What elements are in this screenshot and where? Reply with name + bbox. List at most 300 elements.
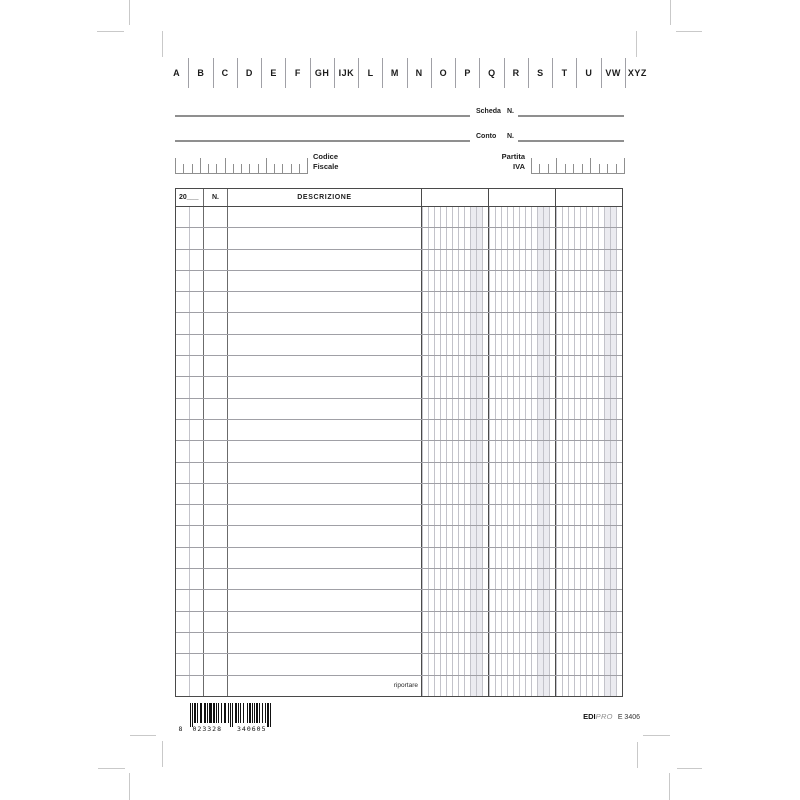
codice-fiscale-label [313,152,338,171]
codice-fiscale-comb [175,158,308,174]
table-row [176,291,622,312]
cell-year [176,228,203,248]
cell-number [203,292,227,312]
partita-iva-label-line1: Partita [501,152,525,161]
cell-amount [488,590,555,610]
barcode-bar [204,703,206,723]
barcode-digit-group: 340605 [237,725,267,733]
table-row [176,312,622,333]
barcode-bar [254,703,255,723]
cell-year [176,654,203,674]
comb-cell [175,158,183,173]
year-divider [176,505,190,525]
alphabet-letter: D [245,68,253,78]
alphabet-letter: VW [605,68,621,78]
comb-cell [233,164,241,173]
table-row [176,249,622,270]
alphabet-letter: U [585,68,593,78]
cell-amount [488,399,555,419]
crop-mark [162,741,163,767]
cell-amount [421,335,488,355]
cell-amount [488,441,555,461]
barcode-bar [256,703,258,723]
alphabet-tab [601,58,625,88]
cell-amount [488,250,555,270]
cell-amount [488,633,555,653]
cell-amount [421,633,488,653]
cell-amount [555,207,622,227]
cell-amount [488,463,555,483]
cell-amount [421,569,488,589]
cell-amount [555,292,622,312]
year-divider [176,420,190,440]
barcode-bar [207,703,208,723]
barcode-bar [190,703,191,727]
cell-description [227,250,421,270]
cell-description [227,441,421,461]
conto-write-line [175,140,470,142]
cell-description [227,271,421,291]
cell-amount [555,420,622,440]
year-divider [176,356,190,376]
cell-description [227,654,421,674]
alphabet-letter: Q [488,68,496,78]
alphabet-tab [334,58,358,88]
alphabet-tab [625,58,649,88]
cell-amount [488,612,555,632]
year-divider [176,590,190,610]
cell-amount [488,335,555,355]
cell-description [227,463,421,483]
alphabet-letter: N [415,68,423,78]
alphabet-letter: B [197,68,205,78]
cell-number [203,271,227,291]
col-header-amount-3 [555,189,622,206]
comb-cell [258,164,266,173]
alphabet-letter: P [464,68,471,78]
year-divider [176,676,190,696]
cell-amount [421,590,488,610]
comb-cell [249,164,257,173]
cell-number [203,463,227,483]
comb-cell [531,158,539,173]
crop-mark [643,735,670,736]
cell-amount [421,676,488,696]
conto-number-label: N. [507,133,514,140]
cell-number [203,654,227,674]
cell-number [203,676,227,696]
year-divider [176,228,190,248]
table-row [176,419,622,440]
barcode-bar [265,703,266,723]
barcode-bar [221,703,222,723]
alphabet-letter: L [367,68,374,78]
barcode-bar [224,703,226,723]
year-divider [176,633,190,653]
cell-year [176,569,203,589]
cell-amount [555,228,622,248]
cell-year [176,271,203,291]
barcode-bar [267,703,268,727]
cell-year [176,463,203,483]
crop-mark [670,0,671,25]
cell-amount [555,313,622,333]
barcode-bar [197,703,198,723]
cell-amount [555,548,622,568]
table-row [176,675,622,696]
cell-year [176,250,203,270]
table-row [176,568,622,589]
barcode-bar [200,703,201,723]
comb-cell [548,164,556,173]
cell-amount [555,569,622,589]
cell-description [227,548,421,568]
codice-fiscale-label-line2: Fiscale [313,161,339,171]
alphabet-letter: T [561,68,568,78]
year-divider [176,377,190,397]
cell-description [227,633,421,653]
barcode-digit-group: 023328 [192,725,222,733]
cell-year [176,313,203,333]
comb-cell [590,158,598,173]
barcode-bar [228,703,229,723]
comb-cell [299,164,307,173]
barcode-bar [194,703,196,723]
barcode-bar [192,703,193,727]
alphabet-tab [188,58,212,88]
cell-amount [421,526,488,546]
table-row [176,653,622,674]
table-row [176,547,622,568]
cell-year [176,590,203,610]
table-row [176,398,622,419]
cell-amount [421,654,488,674]
cell-amount [488,207,555,227]
year-divider [176,335,190,355]
barcode-bar [232,703,233,727]
cell-number [203,420,227,440]
brand-name-light: PRO [595,712,613,721]
cell-amount [555,356,622,376]
cell-amount [555,399,622,419]
cell-amount [421,505,488,525]
cell-amount [421,377,488,397]
cell-description [227,228,421,248]
cell-amount [421,420,488,440]
comb-cell [183,164,191,173]
cell-amount [421,292,488,312]
ledger-table [175,188,623,697]
cell-number [203,377,227,397]
table-row [176,525,622,546]
cell-description [227,377,421,397]
comb-cell [607,164,615,173]
comb-cell [266,158,274,173]
alphabet-letter: C [221,68,229,78]
cell-amount [555,654,622,674]
cell-amount [555,463,622,483]
cell-amount [488,676,555,696]
cell-amount [488,420,555,440]
cell-amount [555,505,622,525]
cell-number [203,633,227,653]
cell-number [203,505,227,525]
alphabet-tab [382,58,406,88]
comb-cell [616,164,624,173]
table-row [176,462,622,483]
cell-number [203,548,227,568]
cell-description [227,356,421,376]
alphabet-tab [455,58,479,88]
col-header-number: N. [203,189,227,206]
comb-cell [192,164,200,173]
cell-year [176,399,203,419]
cell-description [227,292,421,312]
cell-amount [488,313,555,333]
barcode-bar [259,703,260,723]
alphabet-tab [165,58,188,88]
alphabet-tab [528,58,552,88]
cell-amount [421,612,488,632]
table-row [176,632,622,653]
barcode-bar [243,703,244,723]
cell-amount [488,548,555,568]
table-row [176,207,622,227]
cell-description [227,612,421,632]
comb-cell [599,164,607,173]
cell-number [203,207,227,227]
alphabet-letter: O [439,68,448,78]
year-divider [176,463,190,483]
cell-amount [421,356,488,376]
riportare-label: riportare [393,682,418,690]
cell-year [176,356,203,376]
table-row [176,355,622,376]
comb-cell [241,164,249,173]
cell-year [176,335,203,355]
cell-amount [421,463,488,483]
codice-fiscale-label-line1: Codice [313,152,339,161]
comb-cell [274,164,282,173]
comb-cell [200,158,208,173]
scheda-number-line [518,115,624,117]
barcode-bar [230,703,231,727]
cell-amount [488,271,555,291]
table-row [176,483,622,504]
cell-amount [555,377,622,397]
comb-cell [539,164,547,173]
barcode-bar [249,703,251,723]
alphabet-tab [431,58,455,88]
barcode-bars [190,703,274,727]
cell-year [176,441,203,461]
alphabet-letter: F [294,68,301,78]
cell-number [203,228,227,248]
scheda-write-line [175,115,470,117]
cell-amount [421,484,488,504]
comb-end-tick [624,158,625,173]
conto-number-line [518,140,624,142]
cell-amount [555,676,622,696]
comb-cell [556,158,564,173]
cell-amount [555,484,622,504]
crop-mark [636,31,637,57]
cell-number [203,569,227,589]
year-divider [176,526,190,546]
crop-mark [669,773,670,800]
table-row [176,227,622,248]
cell-description [227,335,421,355]
year-divider [176,313,190,333]
cell-amount [488,228,555,248]
cell-amount [555,526,622,546]
partita-iva-label [460,152,525,171]
cell-amount [421,207,488,227]
ledger-body [176,207,622,696]
alphabet-tab [358,58,382,88]
crop-mark [676,31,702,32]
year-divider [176,569,190,589]
comb-cell [291,164,299,173]
comb-cell [565,164,573,173]
cell-year [176,377,203,397]
cell-number [203,484,227,504]
cell-amount [488,505,555,525]
cell-amount [421,441,488,461]
cell-number [203,590,227,610]
comb-end-tick [307,158,308,173]
cell-amount [421,271,488,291]
cell-year [176,484,203,504]
cell-amount [421,313,488,333]
comb-cell [225,158,233,173]
year-divider [176,271,190,291]
col-header-year: 20___ [179,194,199,201]
table-header-row [176,189,622,207]
alphabet-tab [237,58,261,88]
alphabet-index [165,58,649,88]
alphabet-tab [576,58,600,88]
table-row [176,376,622,397]
cell-number [203,441,227,461]
col-header-amount-1 [421,189,488,206]
year-divider [176,484,190,504]
barcode-bar [213,703,215,723]
barcode-digit-group: 8 [178,725,184,733]
barcode-bar [247,703,248,723]
cell-number [203,526,227,546]
partita-iva-label-line2: IVA [513,161,525,171]
alphabet-tab [285,58,309,88]
crop-mark [130,735,156,736]
alphabet-tab [310,58,334,88]
year-divider [176,654,190,674]
table-row [176,440,622,461]
year-divider [176,207,190,227]
cell-description [227,526,421,546]
barcode-bar [218,703,219,723]
cell-amount [488,377,555,397]
table-row [176,611,622,632]
cell-amount [555,633,622,653]
crop-mark [677,768,702,769]
alphabet-tab [213,58,237,88]
cell-description [227,676,421,696]
alphabet-letter: S [537,68,544,78]
scheda-label: Scheda [476,108,501,115]
barcode-bar [209,703,212,723]
col-header-amount-2 [488,189,555,206]
cell-year [176,505,203,525]
barcode [178,703,274,733]
year-divider [176,441,190,461]
crop-mark [637,742,638,768]
alphabet-letter: IJK [338,68,355,78]
scheda-number-label: N. [507,108,514,115]
cell-amount [555,612,622,632]
cell-description [227,505,421,525]
barcode-bar [240,703,241,723]
cell-year [176,633,203,653]
table-row [176,334,622,355]
table-row [176,589,622,610]
cell-year [176,420,203,440]
cell-amount [488,526,555,546]
barcode-bar [238,703,239,723]
alphabet-letter: A [173,68,181,78]
conto-label: Conto [476,133,497,140]
crop-mark [162,31,163,57]
cell-number [203,335,227,355]
barcode-bar [270,703,271,727]
crop-mark [97,31,124,32]
alphabet-tab [261,58,285,88]
cell-amount [488,356,555,376]
cell-year [176,612,203,632]
crop-mark [129,773,130,800]
barcode-number [178,725,274,733]
alphabet-tab [552,58,576,88]
cell-amount [555,335,622,355]
comb-cell [573,164,581,173]
cell-amount [555,441,622,461]
cell-description [227,313,421,333]
col-header-description: DESCRIZIONE [227,189,421,206]
cell-number [203,356,227,376]
alphabet-letter: R [512,68,520,78]
comb-cell [282,164,290,173]
cell-amount [555,250,622,270]
comb-cell [208,164,216,173]
year-divider [176,292,190,312]
year-divider [176,612,190,632]
cell-amount [421,250,488,270]
cell-description [227,207,421,227]
crop-mark [98,768,125,769]
cell-description [227,590,421,610]
cell-amount [488,484,555,504]
alphabet-letter: E [270,68,277,78]
brand-name-bold: EDI [583,712,596,721]
cell-number [203,250,227,270]
comb-cell [216,164,224,173]
comb-cell [582,164,590,173]
barcode-bar [252,703,253,723]
barcode-bar [216,703,217,723]
alphabet-tab [504,58,528,88]
cell-amount [421,228,488,248]
alphabet-letter: M [390,68,399,78]
